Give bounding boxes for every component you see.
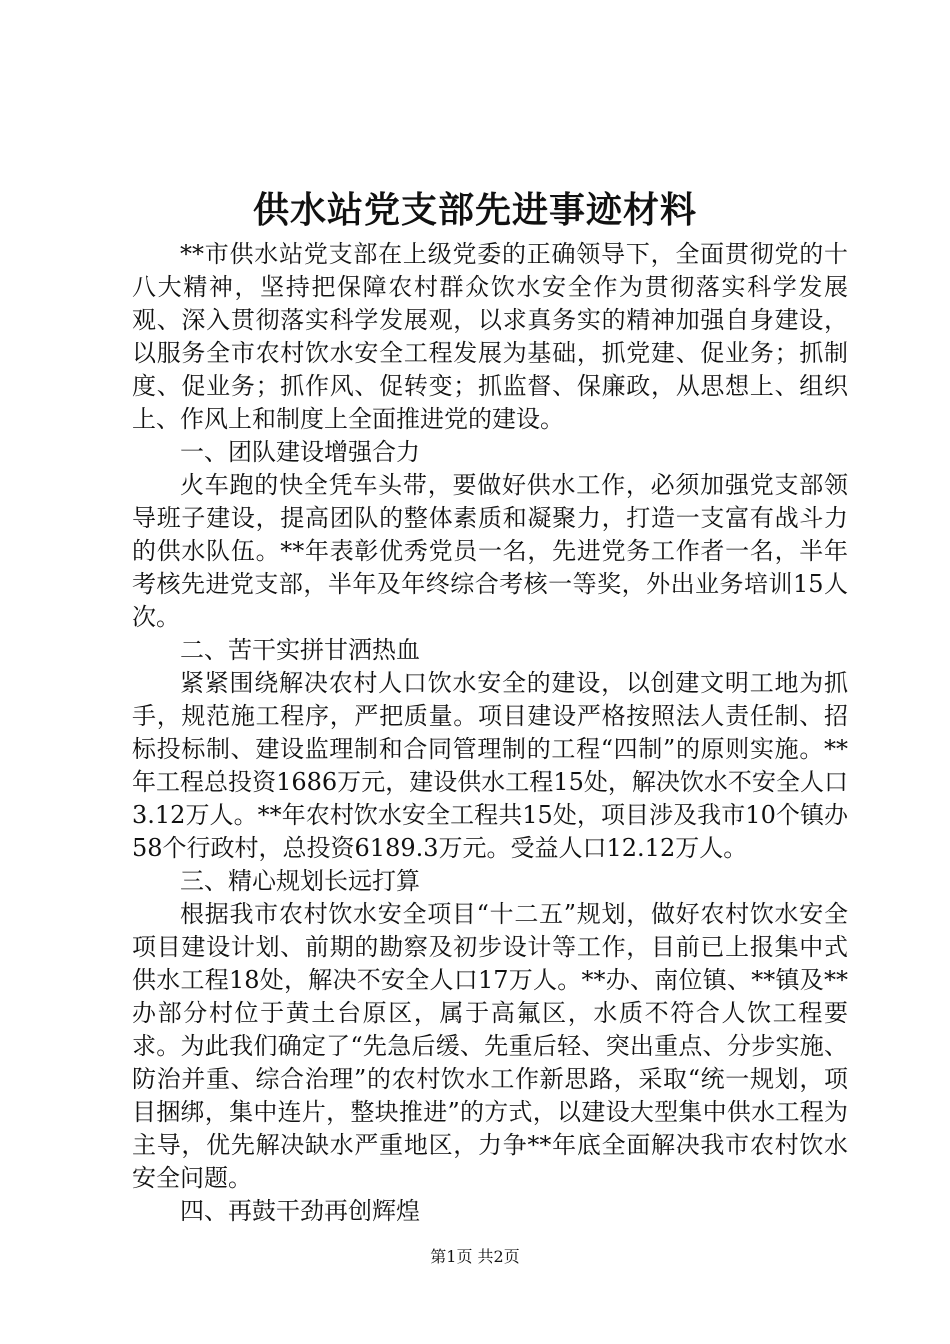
section-heading-3: 三、精心规划长远打算 — [180, 867, 420, 895]
section-heading-1: 一、团队建设增强合力 — [180, 438, 420, 466]
intro-paragraph: **市供水站党支部在上级党委的正确领导下，全面贯彻党的十八大精神，坚持把保障农村群众饮水安全作为贯彻落实科学发展观、深入贯彻落实科学发展观，以求真务实的精神加强自身建设，以服务全市农村饮水安全工程发展为基础，抓党建、促业务；抓制度、促业务；抓作风、促转变；抓监督、保廉政，从思想上、组织上、作风上和制度上全面推进党的建设。 — [132, 240, 848, 433]
section-paragraph-3: 根据我市农村饮水安全项目“十二五”规划，做好农村饮水安全项目建设计划、前期的勘察及初步设计等工作，目前已上报集中式供水工程18处，解决不安全人口17万人。**办、南位镇、**镇及**办部分村位于黄土台原区，属于高氟区，水质不符合人饮工程要求。为此我们确定了“先急后缓、先重后轻、突出重点、分步实施、防治并重、综合治理”的农村饮水工作新思路，采取“统一规划，项目捆绑，集中连片，整块推进”的方式，以建设大型集中供水工程为主导，优先解决缺水严重地区，力争**年底全面解决我市农村饮水安全问题。 — [132, 900, 848, 1192]
section-heading-2: 二、苦干实拼甘洒热血 — [180, 636, 420, 664]
document-body — [132, 238, 848, 1228]
page-number-footer: 第1页 共2页 — [430, 1247, 520, 1266]
section-heading-4: 四、再鼓干劲再创辉煌 — [180, 1197, 420, 1225]
section-paragraph-1: 火车跑的快全凭车头带，要做好供水工作，必须加强党支部领导班子建设，提高团队的整体素质和凝聚力，打造一支富有战斗力的供水队伍。**年表彰优秀党员一名，先进党务工作者一名，半年考核先进党支部，半年及年终综合考核一等奖，外出业务培训15人次。 — [132, 471, 848, 631]
section-paragraph-2: 紧紧围绕解决农村人口饮水安全的建设，以创建文明工地为抓手，规范施工程序，严把质量。项目建设严格按照法人责任制、招标投标制、建设监理制和合同管理制的工程“四制”的原则实施。**年工程总投资1686万元，建设供水工程15处，解决饮水不安全人口3.12万人。**年农村饮水安全工程共15处，项目涉及我市10个镇办58个行政村，总投资6189.3万元。受益人口12.12万人。 — [132, 669, 848, 862]
document-title: 供水站党支部先进事迹材料 — [252, 189, 697, 231]
